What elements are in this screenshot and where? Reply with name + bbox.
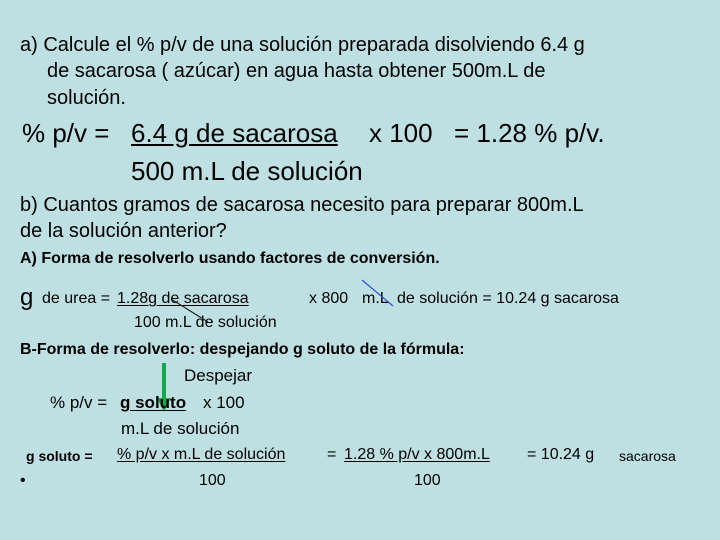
final-lhs: g soluto =	[26, 448, 93, 464]
method-a-times: x 800	[309, 290, 349, 307]
final-numerator-1: % p/v x m.L de solución	[117, 446, 286, 463]
method-b-eq-lhs: % p/v =	[50, 393, 108, 412]
method-a-numerator: 1.28g de sacarosa	[117, 290, 249, 307]
formula-a-denominator: 500 m.L de solución	[131, 156, 363, 186]
method-b-eq-denominator: m.L de solución	[121, 419, 240, 438]
final-equals: =	[327, 446, 337, 463]
bullet: •	[20, 472, 26, 489]
final-denominator-2: 100	[414, 472, 441, 489]
final-numerator-2: 1.28 % p/v x 800m.L	[344, 446, 490, 463]
question-b-line2: de la solución anterior?	[20, 220, 227, 242]
despejar-label: Despejar	[184, 366, 253, 385]
formula-a-lhs: % p/v =	[22, 118, 110, 148]
final-unit: sacarosa	[619, 448, 676, 464]
cancel-line-top	[362, 280, 393, 306]
question-a-line1: a) Calcule el % p/v de una solución preparada disolviendo 6.4 g	[20, 34, 585, 56]
formula-a-times: x 100	[369, 118, 433, 148]
question-b-line1: b) Cuantos gramos de sacarosa necesito para preparar 800m.L	[20, 194, 584, 216]
method-a-heading: A) Forma de resolverlo usando factores de conversión.	[20, 250, 440, 267]
final-result: = 10.24 g	[527, 446, 595, 463]
final-denominator-1: 100	[199, 472, 226, 489]
method-b-heading: B-Forma de resolverlo: despejando g soluto de la fórmula:	[20, 341, 465, 358]
method-b-eq-numerator: g soluto	[120, 393, 187, 412]
formula-a-result: = 1.28 % p/v.	[454, 118, 605, 148]
method-b-eq-times: x 100	[203, 393, 245, 412]
method-a-rest: de solución = 10.24 g sacarosa	[397, 290, 619, 307]
method-a-denominator: 100 m.L de solución	[134, 314, 277, 331]
method-a-cancel-unit: m.L	[362, 290, 389, 307]
question-a-line3: solución.	[47, 87, 126, 109]
cancel-line-bottom	[171, 299, 208, 322]
method-a-lhs: de urea =	[42, 290, 111, 307]
question-a-line2: de sacarosa ( azúcar) en agua hasta obtener 500m.L de	[47, 60, 546, 82]
formula-a-numerator: 6.4 g de sacarosa	[131, 118, 338, 148]
method-a-g-letter: g	[20, 284, 34, 311]
